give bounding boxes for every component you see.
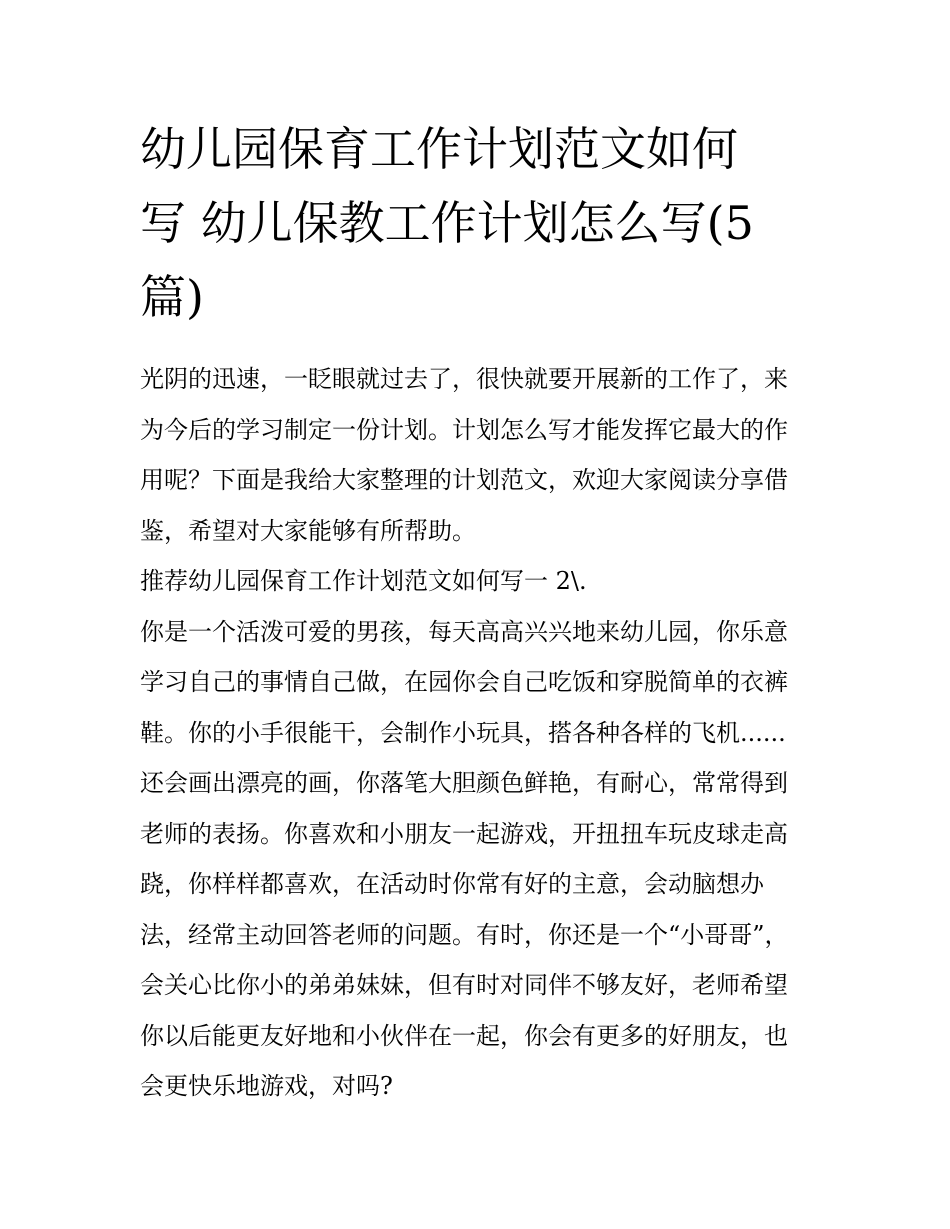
document-title: 幼儿园保育工作计划范文如何 写 幼儿保教工作计划怎么写(5 篇) [140,122,754,324]
intro-paragraph: 光阴的迅速，一眨眼就过去了，很快就要开展新的工作了，来 为今后的学习制定一份计划。计划怎么写才能发挥它最大的作 用呢？下面是我给大家整理的计划范文，欢迎大家阅读分享借 鉴，希望对大家能够有所帮助。 [140,365,788,545]
body-paragraph: 你是一个活泼可爱的男孩，每天高高兴兴地来幼儿园，你乐意 学习自己的事情自己做，在园你会自己吃饭和穿脱简单的衣裤 鞋。你的小手很能干，会制作小玩具，搭各种各样的飞机...... 还会画出漂亮的画，你落笔大胆颜色鲜艳，有耐心，常常得到 老师的表扬。你喜欢和小朋友一起游戏，开扭扭车玩皮球走高 跷，你样样都喜欢，在活动时你常有好的主意，会动脑想办 法，经常主动回答老师的问题。有时，你还是一个“小哥哥”， 会关心比你小的弟弟妹妹，但有时对同伴不够友好，老师希望 你以后能更友好地和小伙伴在一起，你会有更多的好朋友，也 会更快乐地游戏，对吗? [140,617,789,1100]
section-heading: 推荐幼儿园保育工作计划范文如何写一 2\. [140,567,587,595]
document-body [140,354,820,1112]
